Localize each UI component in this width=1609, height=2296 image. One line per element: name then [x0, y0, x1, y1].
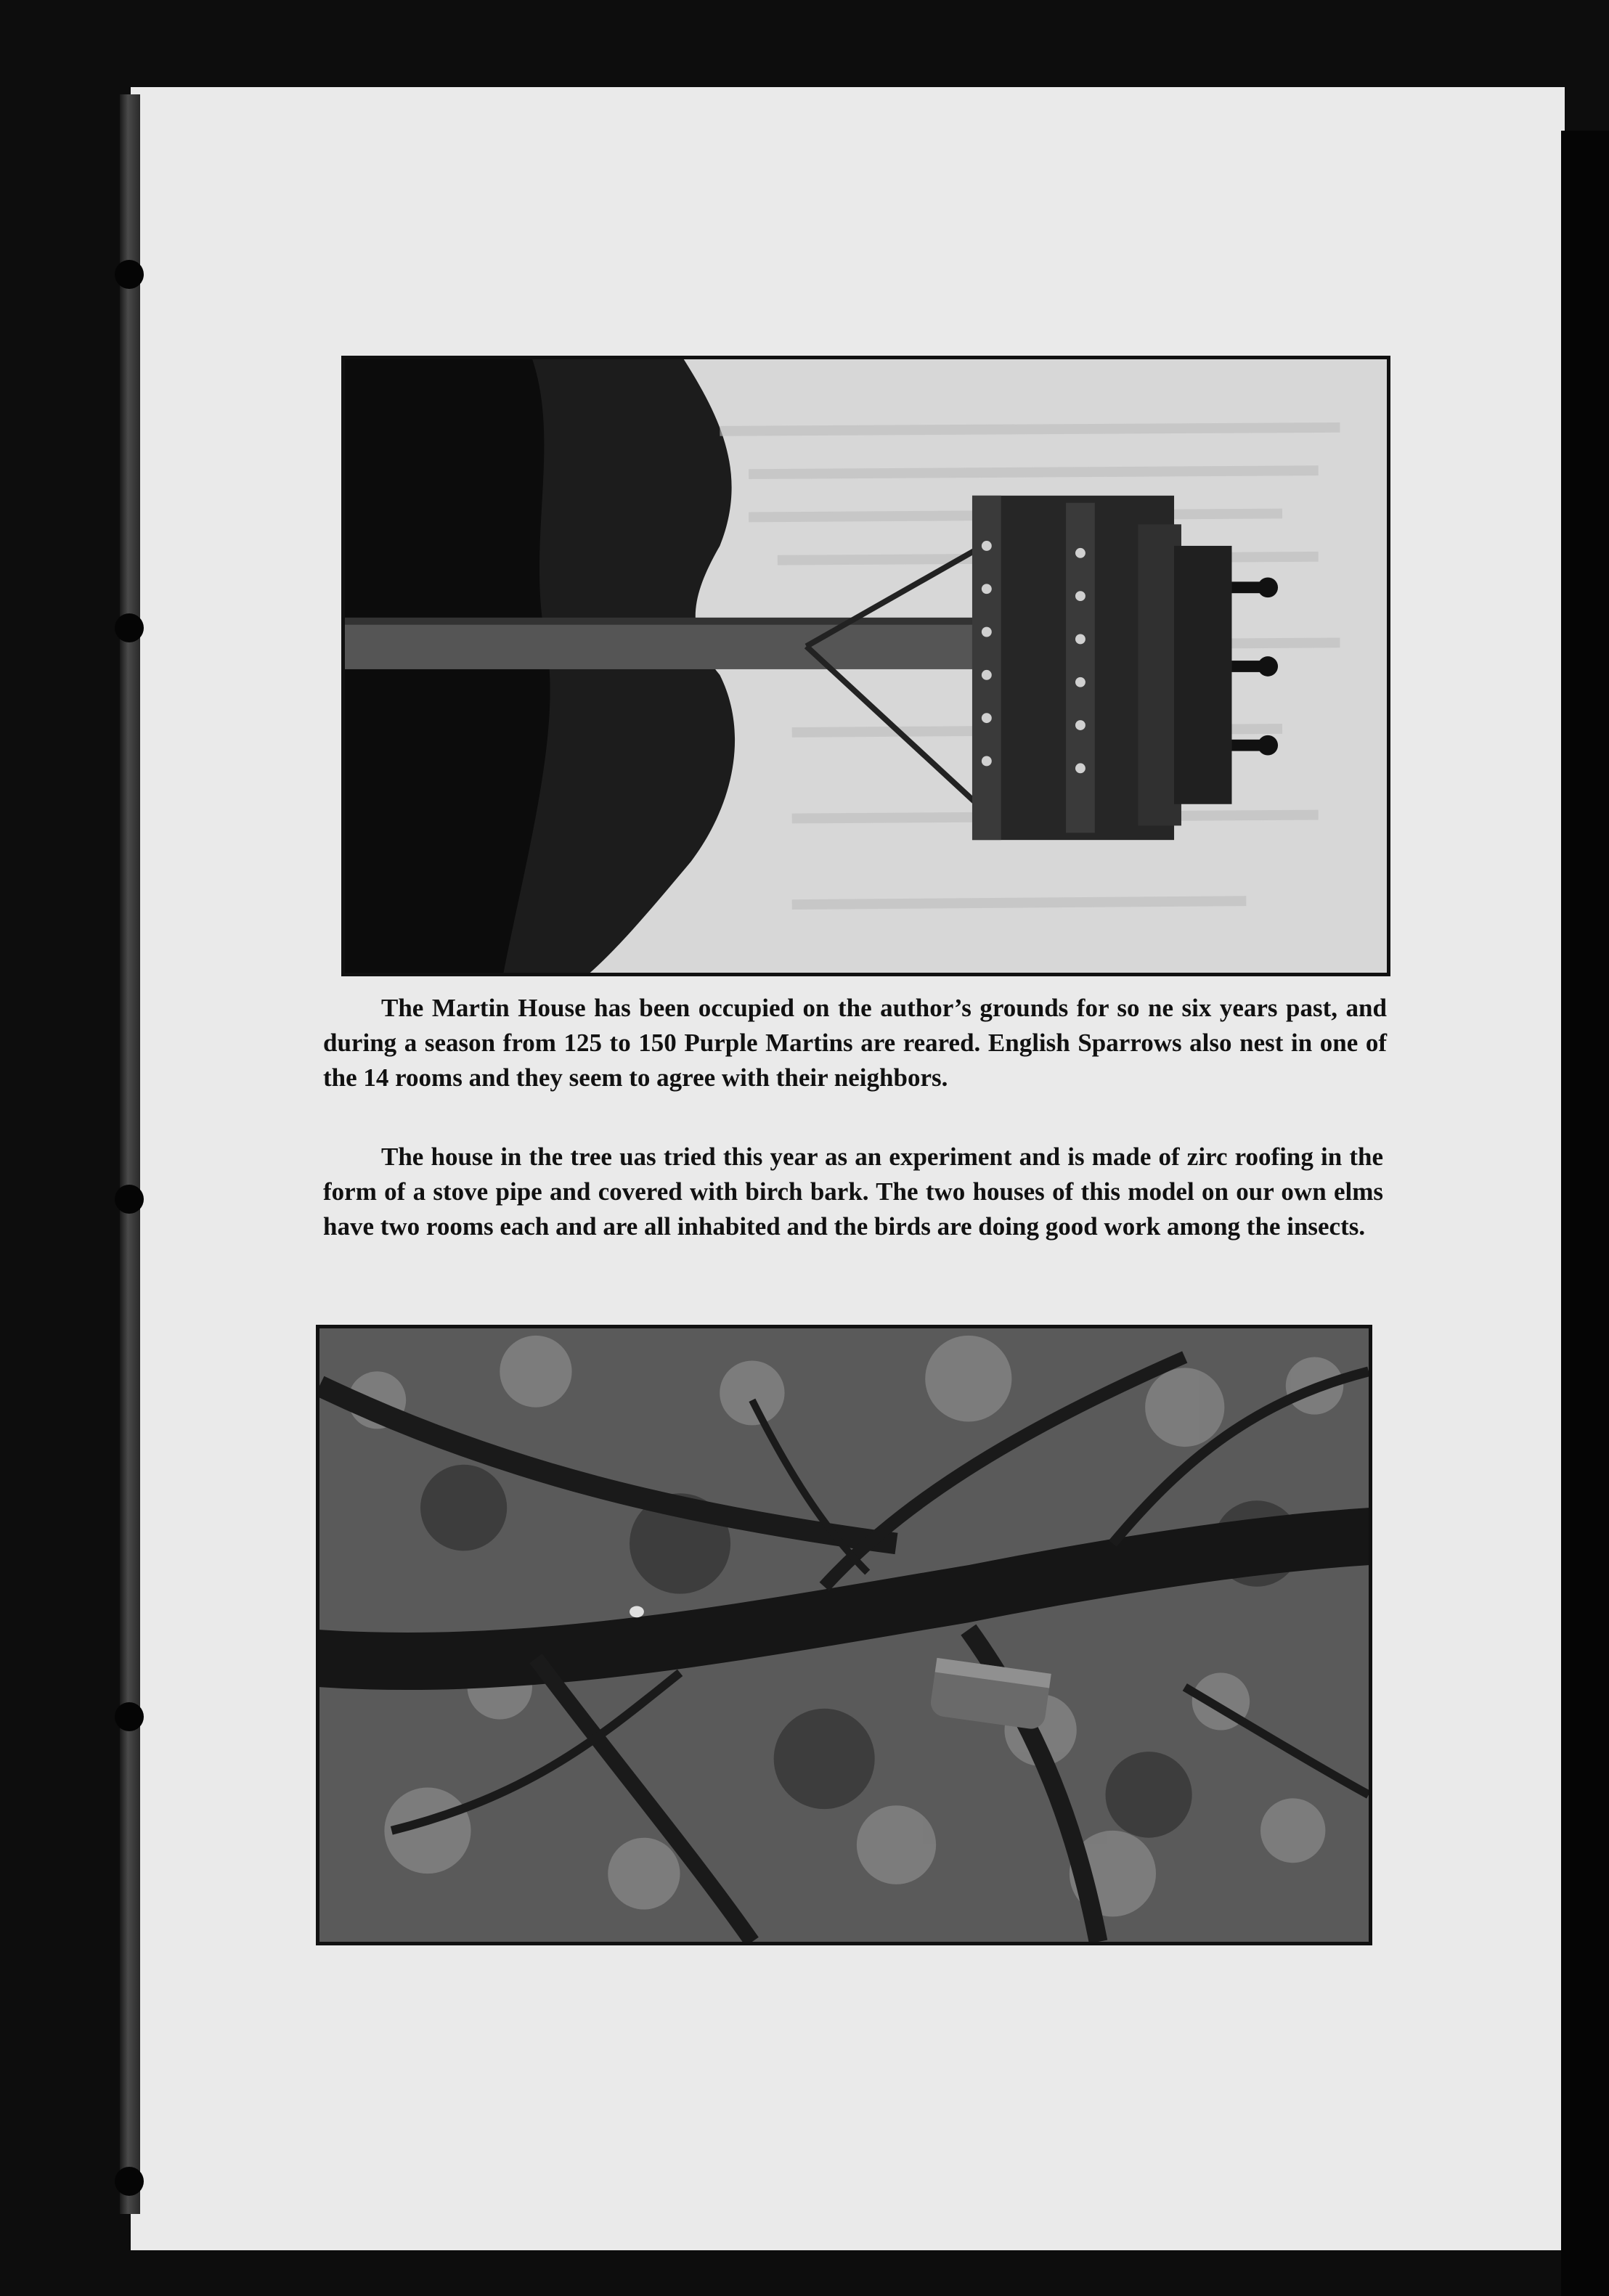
martin-house-caption: The Martin House has been occupied on the author’s grounds for so ne six years past, and during a season from 125 to 150 Purple Martins are reared. English Sparrows also nest in one of the 14 rooms and they seem to agree with their neighbors. — [323, 994, 1387, 1092]
binding-stitch — [115, 613, 144, 642]
binding-stitch — [115, 1185, 144, 1214]
tree-house-photo — [316, 1325, 1372, 1945]
binding-stitch — [115, 260, 144, 289]
scan-border — [1561, 131, 1609, 2296]
martin-house-photo — [341, 356, 1390, 976]
tree-house-caption: The house in the tree uas tried this year as an experiment and is made of zirc roofing in the form of a stove pipe and covered with birch bark. The two houses of this model on our own elms have two rooms each and are all inhabited and the birds are doing good work among the insects. — [323, 1143, 1383, 1241]
binding-stitch — [115, 2167, 144, 2196]
page-binding — [120, 94, 140, 2214]
binding-stitch — [115, 1702, 144, 1731]
